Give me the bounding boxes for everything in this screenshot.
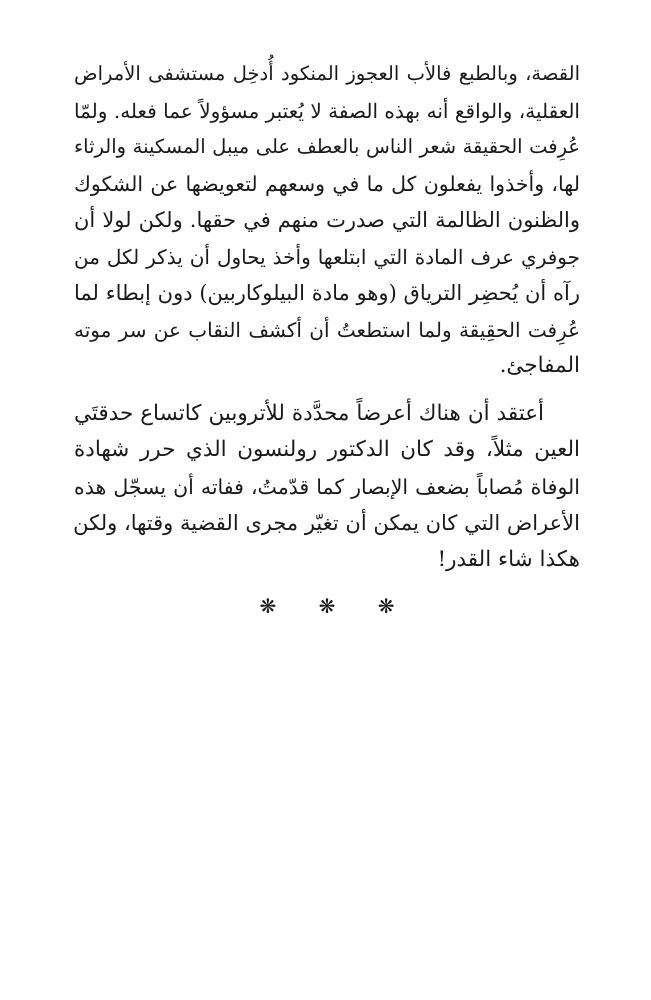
text-line: أعتقد أن هناك أعرضاً محدَّدة للأتروبين كاتساع حدقتَي bbox=[74, 400, 544, 426]
text-line: عُرِفت الحقِيقة ولما استطعتُ أن أكشف النقاب عن سر موته bbox=[74, 317, 580, 342]
text-line: رآه أن يُحضِر الترياق (وهو مادة البيلوكاربين) دون إبطاء لما bbox=[74, 281, 580, 305]
text-line: العين مثلاً، وقد كان الدكتور رولنسون الذي حرر شهادة bbox=[74, 437, 580, 462]
text-line: جوفري عرف المادة التي ابتلعها وأخذ يحاول أن يذكر لكل من bbox=[74, 244, 580, 269]
text-line: القصة، وبالطبع فالأب العجوز المنكود أُدخِل مستشفى الأمراض bbox=[74, 62, 580, 85]
text-line: هكذا شاء القدر! bbox=[437, 546, 580, 572]
paragraph-2 bbox=[74, 396, 580, 579]
text-line: الوفاة مُصاباً بضعف الإبصار كما قدّمتُ، ففاته أن يسجّل هذه bbox=[74, 474, 580, 499]
text-line: المفاجئ. bbox=[499, 353, 580, 378]
text-line: الأعراض التي كان يمكن أن تغيّر مجرى القضية وقتها، ولكن bbox=[73, 511, 580, 535]
text-line: لها، وأخذوا يفعلون كل ما في وسعهم لتعويضها عن الشكوك bbox=[74, 171, 580, 196]
text-line: العقلية، والواقع أنه بهذه الصفة لا يُعتبر مسؤولاً عما فعله. ولمّا bbox=[74, 98, 580, 123]
paragraph-1 bbox=[74, 56, 580, 385]
page-body bbox=[74, 56, 580, 624]
text-line: عُرِفت الحقيقة شعر الناس بالعطف على ميبل المسكينة والرثاء bbox=[74, 135, 580, 158]
text-line: والظنون الظالمة التي صدرت منهم في حقها. ولكن لولا أن bbox=[74, 208, 580, 232]
section-separator: ❋ ❋ ❋ bbox=[259, 594, 413, 618]
